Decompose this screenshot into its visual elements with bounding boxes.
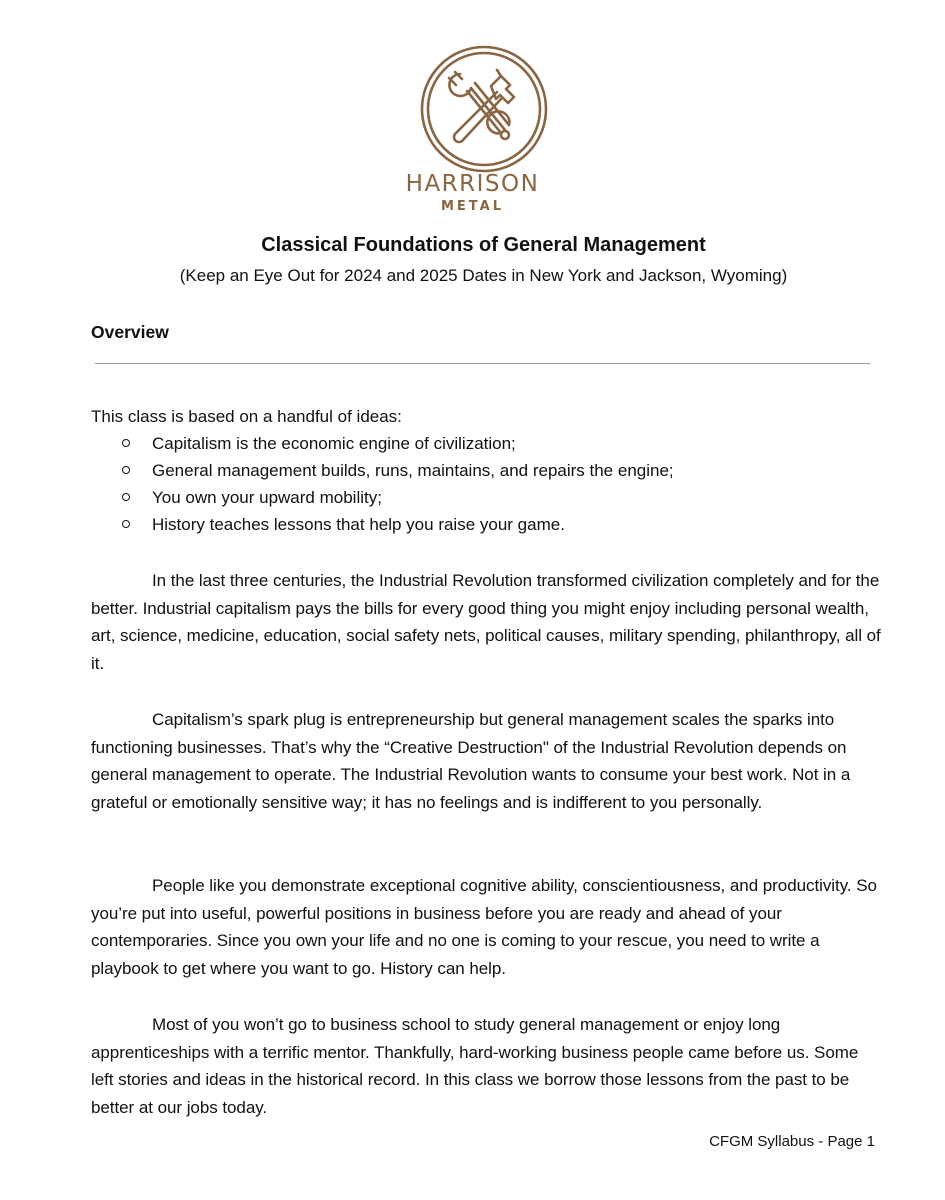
ideas-list — [91, 430, 674, 538]
intro-text: This class is based on a handful of ideas: — [91, 407, 402, 426]
bullet-circle-icon — [122, 493, 130, 501]
paragraph-industrial-revolution: In the last three centuries, the Industrial Revolution transformed civilization completely and for the better. Industrial capitalism pays the bills for every good thing you might enjoy including personal wealth, art, science, medicine, education, social safety nets, political causes, military spending, philanthropy, all of it. — [91, 571, 881, 674]
document-title: Classical Foundations of General Management — [261, 234, 706, 256]
document-subtitle: (Keep an Eye Out for 2024 and 2025 Dates in New York and Jackson, Wyoming) — [179, 266, 788, 285]
bullet-circle-icon — [122, 439, 130, 447]
logo-outer-ring — [422, 47, 546, 171]
paragraph-business-school: Most of you won’t go to business school to study general management or enjoy long apprenticeships with a terrific mentor. Thankfully, hard-working business people came before us. Some left stories and ideas in the historical record. In this class we borrow those lessons from the past to be better at our jobs today. — [91, 1015, 859, 1118]
brand-name: HARRISON — [405, 171, 540, 197]
harrison-metal-logo — [419, 44, 549, 174]
brand-subname: METAL — [440, 199, 505, 214]
paragraph-capitalism-spark-plug: Capitalism’s spark plug is entrepreneurship but general management scales the sparks into functioning businesses. That’s why the “Creative Destruction" of the Industrial Revolution depends on general management to operate. The Industrial Revolution wants to consume your best work. Not in a grateful or emotionally sensitive way; it has no feelings and is indifferent to you personally. — [91, 710, 851, 813]
list-item-text: You own your upward mobility; — [152, 488, 382, 507]
page-footer: CFGM Syllabus - Page 1 — [709, 1133, 875, 1150]
paragraph-people-like-you: People like you demonstrate exceptional cognitive ability, conscientiousness, and productivity. So you’re put into useful, powerful positions in business before you are ready and ahead of your contemporaries. Since you own your life and no one is coming to your rescue, you need to write a playbook to get where you want to go. History can help. — [91, 876, 877, 979]
list-item — [91, 457, 674, 484]
bullet-circle-icon — [122, 520, 130, 528]
overview-heading: Overview — [91, 322, 169, 342]
list-item — [91, 430, 674, 457]
logo-inner-ring — [428, 53, 540, 165]
list-item-text: History teaches lessons that help you raise your game. — [152, 515, 565, 534]
list-item-text: Capitalism is the economic engine of civilization; — [152, 434, 516, 453]
wrench-icon — [449, 72, 509, 139]
bullet-circle-icon — [122, 466, 130, 474]
section-divider — [95, 363, 870, 364]
list-item — [91, 511, 674, 538]
list-item-text: General management builds, runs, maintains, and repairs the engine; — [152, 461, 674, 480]
list-item — [91, 484, 674, 511]
